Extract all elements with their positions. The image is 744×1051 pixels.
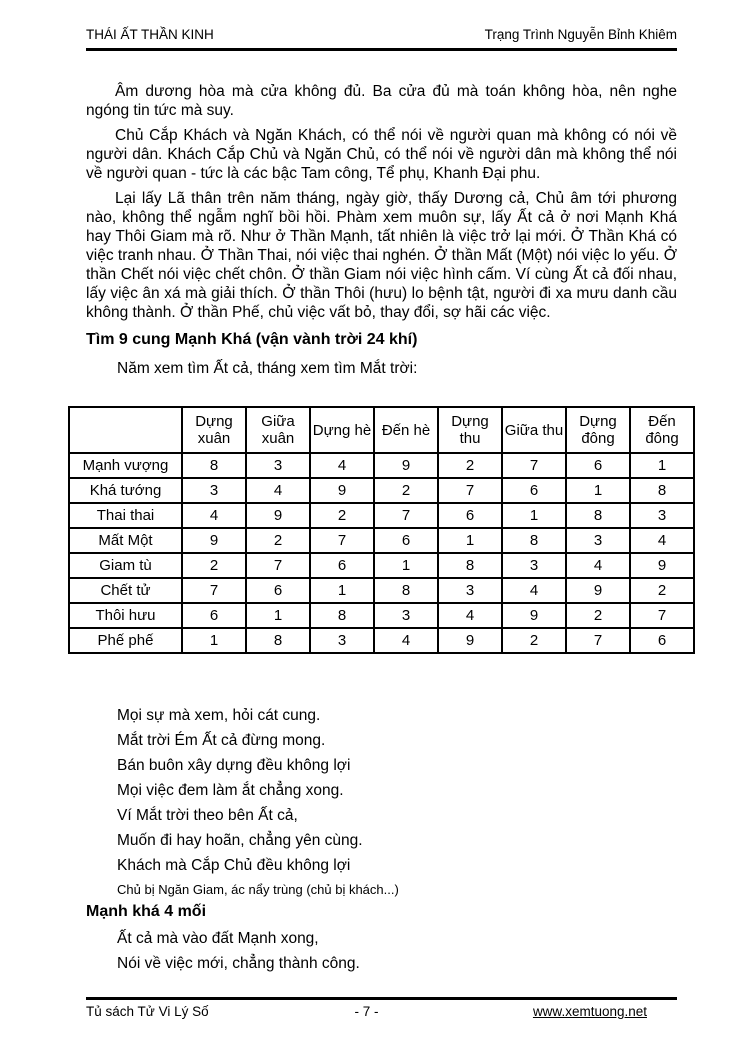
table-row-label: Chết tử	[69, 578, 182, 603]
table-cell: 2	[502, 628, 566, 653]
table-cell: 4	[374, 628, 438, 653]
table-cell: 7	[630, 603, 694, 628]
table-cell: 7	[374, 503, 438, 528]
table-cell: 9	[246, 503, 310, 528]
header-author: Trạng Trình Nguyễn Bỉnh Khiêm	[484, 27, 677, 42]
table-cell: 7	[502, 453, 566, 478]
table-cell: 8	[630, 478, 694, 503]
table-cell: 4	[502, 578, 566, 603]
table-cell: 9	[182, 528, 246, 553]
table-cell: 7	[246, 553, 310, 578]
khi-table-body	[69, 453, 694, 653]
table-cell: 1	[374, 553, 438, 578]
table-cell: 7	[438, 478, 502, 503]
table-cell: 2	[438, 453, 502, 478]
table-row	[69, 578, 694, 603]
table-cell: 3	[246, 453, 310, 478]
table-row-label: Thôi hưu	[69, 603, 182, 628]
table-cell: 8	[438, 553, 502, 578]
table-intro-line: Năm xem tìm Ất cả, tháng xem tìm Mắt trời:	[117, 360, 418, 377]
table-row	[69, 478, 694, 503]
table-row-label: Khá tướng	[69, 478, 182, 503]
table-cell: 9	[374, 453, 438, 478]
table-cell: 8	[246, 628, 310, 653]
table-cell: 1	[246, 603, 310, 628]
verse-line: Ất cả mà vào đất Mạnh xong,	[117, 930, 319, 947]
table-cell: 6	[310, 553, 374, 578]
table-cell: 9	[438, 628, 502, 653]
table-cell: 9	[566, 578, 630, 603]
table-row	[69, 553, 694, 578]
table-col-header: Giữa thu	[502, 407, 566, 453]
verse-line: Bán buôn xây dựng đều không lợi	[117, 757, 351, 774]
table-col-header: Dựng hè	[310, 407, 374, 453]
verse-block-2	[86, 930, 677, 973]
verse-block-1	[86, 707, 677, 898]
footer-website-link[interactable]: www.xemtuong.net	[532, 1004, 647, 1019]
paragraph-3: Lại lấy Lã thân trên năm tháng, ngày giờ, thấy Dương cả, Chủ âm tới phương nào, không thể ngẫm nghĩ bồi hồi. Phàm xem muôn sự, lấy Ất cả ở nơi Mạnh Khá hay Thôi Giam mà rõ. Như ở Thần Mạnh, tất nhiên là việc trở lại mới. Ở Thần Khá có việc tranh nhau. Ở Thần Thai, nói việc thai nghén. Ở thần Mất (Một) nói việc lo yếu. Ở thần Chết nói việc chết chôn. Ở thần Giam nói việc hình cấm. Ví cùng Ất cả đối nhau, lấy việc ân xá mà giải thích. Ở thần Thôi (hưu) lo bệnh tật, người đi xa mưu danh cầu không thành. Ở thần Phế, chủ việc vất bỏ, thay đổi, sợ hãi các việc.	[86, 190, 677, 321]
table-cell: 3	[374, 603, 438, 628]
table-cell: 2	[182, 553, 246, 578]
table-cell: 2	[566, 603, 630, 628]
section-heading-tim-9-cung: Tìm 9 cung Mạnh Khá (vận vành trời 24 khí)	[86, 331, 418, 348]
table-row-label: Thai thai	[69, 503, 182, 528]
table-col-header: Dựng xuân	[182, 407, 246, 453]
verse-note: Chủ bị Ngăn Giam, ác nẩy trùng (chủ bị khách...)	[117, 882, 399, 897]
table-cell: 7	[310, 528, 374, 553]
paragraph-1: Âm dương hòa mà cửa không đủ. Ba cửa đủ mà toán không hòa, nên nghe ngóng tin tức mà suy.	[86, 83, 677, 119]
section-heading-manh-kha-4-moi: Mạnh khá 4 mối	[86, 903, 207, 920]
table-cell: 6	[566, 453, 630, 478]
table-row	[69, 453, 694, 478]
table-cell: 2	[630, 578, 694, 603]
page-content	[82, 0, 679, 980]
table-row	[69, 603, 694, 628]
table-cell: 7	[182, 578, 246, 603]
table-cell: 4	[246, 478, 310, 503]
table-col-header: Dựng đông	[566, 407, 630, 453]
table-cell: 1	[502, 503, 566, 528]
table-cell: 4	[182, 503, 246, 528]
verse-line: Mắt trời Ém Ất cả đừng mong.	[117, 732, 326, 749]
table-cell: 9	[502, 603, 566, 628]
table-header-row	[69, 407, 694, 453]
table-cell: 6	[502, 478, 566, 503]
khi-table-head	[69, 407, 694, 453]
table-cell: 8	[182, 453, 246, 478]
page-footer	[86, 997, 677, 1019]
table-cell: 9	[630, 553, 694, 578]
khi-table	[68, 406, 695, 654]
table-cell: 6	[246, 578, 310, 603]
table-cell: 8	[310, 603, 374, 628]
table-cell: 1	[630, 453, 694, 478]
table-cell: 8	[374, 578, 438, 603]
table-cell: 1	[182, 628, 246, 653]
paragraph-2: Chủ Cắp Khách và Ngăn Khách, có thể nói về người quan mà không có nói về người dân. Khách Cắp Chủ và Ngăn Chủ, có thể nói về người dân mà không thể nói về người quan - tức là các bậc Tam công, Tể phụ, Khanh Đại phu.	[86, 127, 677, 182]
table-cell: 4	[438, 603, 502, 628]
table-col-header: Dựng thu	[438, 407, 502, 453]
table-cell: 3	[438, 578, 502, 603]
table-cell: 1	[310, 578, 374, 603]
page-header	[86, 27, 677, 51]
verse-line: Muốn đi hay hoãn, chẳng yên cùng.	[117, 832, 363, 849]
table-cell: 3	[502, 553, 566, 578]
header-book-title: THÁI ẤT THẦN KINH	[86, 27, 214, 42]
table-cell: 4	[310, 453, 374, 478]
table-cell: 8	[566, 503, 630, 528]
table-cell: 4	[566, 553, 630, 578]
verse-line: Khách mà Cắp Chủ đều không lợi	[117, 857, 351, 874]
table-cell: 3	[566, 528, 630, 553]
table-col-header: Đến hè	[374, 407, 438, 453]
verse-line: Ví Mắt trời theo bên Ất cả,	[117, 807, 298, 824]
table-col-header: Giữa xuân	[246, 407, 310, 453]
table-cell: 3	[182, 478, 246, 503]
table-cell: 3	[630, 503, 694, 528]
table-cell: 6	[182, 603, 246, 628]
table-row	[69, 528, 694, 553]
footer-series-title: Tủ sách Tử Vi Lý Số	[86, 1004, 209, 1019]
table-cell: 8	[502, 528, 566, 553]
table-cell: 1	[566, 478, 630, 503]
table-cell: 9	[310, 478, 374, 503]
table-cell: 6	[374, 528, 438, 553]
table-col-header	[69, 407, 182, 453]
table-cell: 3	[310, 628, 374, 653]
table-row-label: Mất Một	[69, 528, 182, 553]
table-row	[69, 628, 694, 653]
table-cell: 7	[566, 628, 630, 653]
table-cell: 2	[374, 478, 438, 503]
table-row-label: Mạnh vượng	[69, 453, 182, 478]
table-cell: 2	[310, 503, 374, 528]
verse-line: Mọi sự mà xem, hỏi cát cung.	[117, 707, 321, 724]
table-cell: 2	[246, 528, 310, 553]
table-cell: 6	[438, 503, 502, 528]
footer-page-number: - 7 -	[354, 1004, 379, 1019]
verse-line: Mọi việc đem làm ắt chẳng xong.	[117, 782, 344, 799]
verse-line: Nói về việc mới, chẳng thành công.	[117, 955, 360, 972]
table-col-header: Đến đông	[630, 407, 694, 453]
table-cell: 1	[438, 528, 502, 553]
table-cell: 4	[630, 528, 694, 553]
table-row	[69, 503, 694, 528]
table-row-label: Phế phế	[69, 628, 182, 653]
table-row-label: Giam tù	[69, 553, 182, 578]
table-cell: 6	[630, 628, 694, 653]
